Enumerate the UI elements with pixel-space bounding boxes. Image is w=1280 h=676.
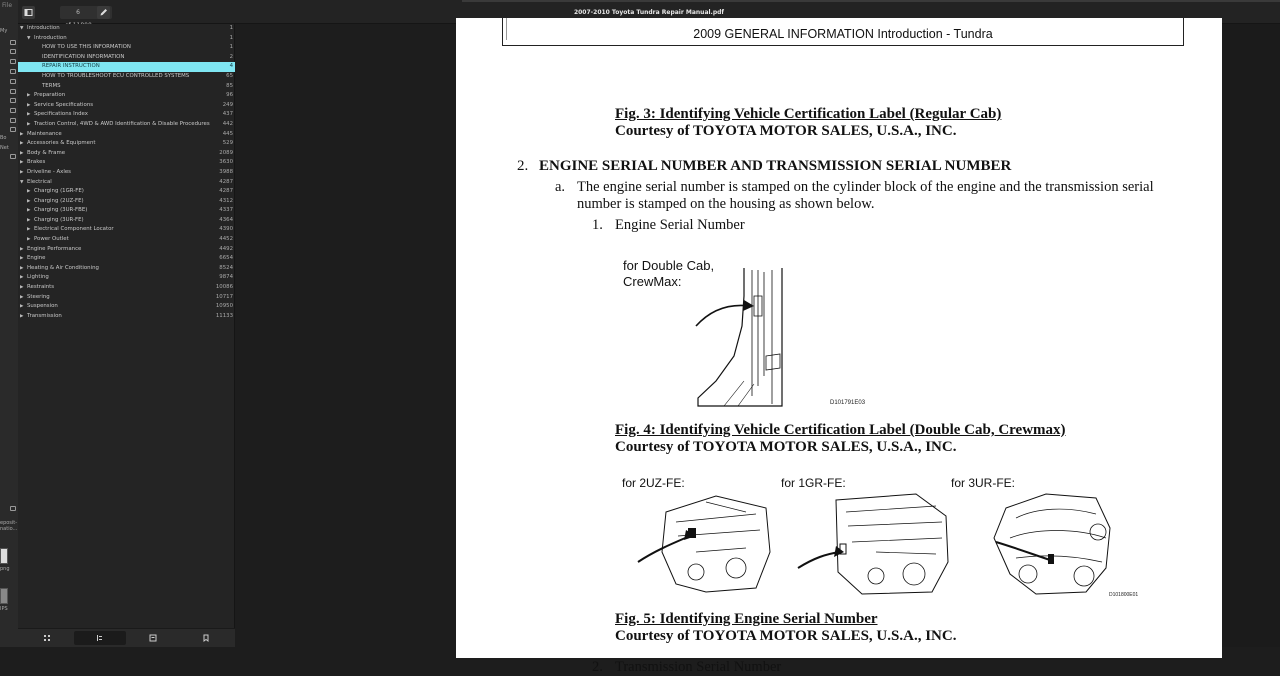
collapsed-chevron-icon[interactable]: ▶ xyxy=(27,208,31,214)
outline-item[interactable] xyxy=(18,72,235,82)
outline-item-page: 1 xyxy=(229,34,233,41)
outline-item-page: 445 xyxy=(222,130,233,137)
outline-item-page: 4287 xyxy=(219,178,233,185)
outline-item-label: Specifications Index xyxy=(34,111,88,118)
outline-item[interactable] xyxy=(18,168,235,178)
engine-1gr-illustration xyxy=(796,492,956,596)
outline-item-page: 2089 xyxy=(219,149,233,156)
collapsed-chevron-icon[interactable]: ▶ xyxy=(20,246,24,252)
fig5-caption xyxy=(615,611,956,645)
outline-item[interactable] xyxy=(18,206,235,216)
outline-item[interactable] xyxy=(18,254,235,264)
collapsed-chevron-icon[interactable]: ▶ xyxy=(27,112,31,118)
item-a-text: The engine serial number is stamped on the cylinder block of the engine and the transmission serial number is stamped on the housing as shown below. xyxy=(577,179,1154,212)
outline-item-label: Service Specifications xyxy=(34,101,94,108)
outline-item[interactable] xyxy=(18,62,235,72)
collapsed-chevron-icon[interactable]: ▶ xyxy=(20,304,24,310)
outline-item-page: 10717 xyxy=(215,293,233,300)
fm-file-label[interactable]: png xyxy=(0,566,10,572)
outline-item[interactable] xyxy=(18,225,235,235)
document-title: 2007-2010 Toyota Tundra Repair Manual.pdf xyxy=(573,9,725,16)
bookmark-icon xyxy=(201,633,211,643)
outline-item-label: Maintenance xyxy=(27,130,62,137)
outline-item[interactable] xyxy=(18,216,235,226)
outline-item-page: 85 xyxy=(226,82,233,89)
collapsed-chevron-icon[interactable]: ▶ xyxy=(20,141,24,147)
outline-item-page: 96 xyxy=(226,92,233,99)
collapsed-chevron-icon[interactable]: ▶ xyxy=(27,93,31,99)
folder-icon[interactable] xyxy=(10,59,16,64)
grid-icon xyxy=(42,633,52,643)
collapsed-chevron-icon[interactable]: ▶ xyxy=(27,237,31,243)
outline-item-page: 442 xyxy=(222,120,233,127)
fig4-caption xyxy=(615,422,1066,456)
outline-item[interactable] xyxy=(18,82,235,92)
outline-item-label: Lighting xyxy=(27,274,49,281)
outline-item-label: HOW TO USE THIS INFORMATION xyxy=(42,44,131,51)
outline-item-page: 3988 xyxy=(219,168,233,175)
file-thumbnail[interactable] xyxy=(0,548,8,564)
sidebar-icon xyxy=(22,6,35,19)
engine-1gr-label: for 1GR-FE: xyxy=(781,476,846,490)
outline-item-page: 3630 xyxy=(219,159,233,166)
collapsed-chevron-icon[interactable]: ▶ xyxy=(20,294,24,300)
outline-item-page: 10950 xyxy=(215,303,233,310)
fm-file-label[interactable]: IPS xyxy=(0,606,8,612)
item1-text: Engine Serial Number xyxy=(615,217,745,233)
expanded-chevron-icon[interactable]: ▼ xyxy=(27,35,31,41)
outline-item-label: Accessories & Equipment xyxy=(27,140,96,147)
outline-item[interactable] xyxy=(18,130,235,140)
collapsed-chevron-icon[interactable]: ▶ xyxy=(27,198,31,204)
fig3-caption xyxy=(615,106,1001,140)
outline-item-page: 4364 xyxy=(219,216,233,223)
collapsed-chevron-icon[interactable]: ▶ xyxy=(27,227,31,233)
collapsed-chevron-icon[interactable]: ▶ xyxy=(20,285,24,291)
outline-item-label: Introduction xyxy=(27,25,60,31)
outline-item-page: 4390 xyxy=(219,226,233,233)
engine-3ur-label: for 3UR-FE: xyxy=(951,476,1016,490)
document-icon[interactable] xyxy=(10,69,16,74)
outline-item[interactable] xyxy=(18,149,235,159)
download-icon[interactable] xyxy=(10,79,16,84)
outline-item-label: Charging (3UR-FBE) xyxy=(34,207,88,214)
outline-item-page: 11133 xyxy=(215,312,233,319)
outline-item[interactable] xyxy=(18,293,235,303)
pencil-icon xyxy=(97,6,110,19)
collapsed-chevron-icon[interactable]: ▶ xyxy=(27,121,31,127)
outline-item[interactable] xyxy=(18,110,235,120)
outline-item[interactable] xyxy=(18,273,235,283)
outline-item-label: Restraints xyxy=(27,284,55,291)
item2-number: 2. xyxy=(592,659,603,675)
collapsed-chevron-icon[interactable]: ▶ xyxy=(20,160,24,166)
annotations-icon xyxy=(148,633,158,643)
sidebar-footer xyxy=(18,628,235,647)
outline-item-label: HOW TO TROUBLESHOOT ECU CONTROLLED SYSTEMS xyxy=(42,72,190,79)
fig5-courtesy: Courtesy of TOYOTA MOTOR SALES, U.S.A., INC. xyxy=(615,628,957,644)
drive-icon[interactable] xyxy=(10,127,16,132)
item2-text: Transmission Serial Number xyxy=(615,659,782,675)
outline-item[interactable] xyxy=(18,139,235,149)
toggle-sidebar-button[interactable] xyxy=(22,6,35,19)
fig4-courtesy: Courtesy of TOYOTA MOTOR SALES, U.S.A., INC. xyxy=(615,439,957,455)
engine-2uz-label: for 2UZ-FE: xyxy=(622,476,685,490)
vehicle-pillar-illustration xyxy=(694,266,790,408)
outline-item[interactable] xyxy=(18,264,235,274)
outline-item[interactable] xyxy=(18,312,235,322)
fig3-courtesy: Courtesy of TOYOTA MOTOR SALES, U.S.A., INC. xyxy=(615,123,957,139)
outline-item-label: TERMS xyxy=(42,82,61,89)
outline-item-page: 8524 xyxy=(219,264,233,271)
fm-place-label[interactable]: Bo xyxy=(0,135,7,141)
outline-item-page: 4492 xyxy=(219,245,233,252)
outline-item[interactable] xyxy=(18,101,235,111)
outline-item-label: Charging (3UR-FE) xyxy=(34,216,84,223)
viewer-scroll-gutter[interactable] xyxy=(1222,24,1280,647)
outline-item[interactable] xyxy=(18,158,235,168)
home-icon[interactable] xyxy=(10,40,16,45)
outline-item[interactable] xyxy=(18,187,235,197)
folder-icon[interactable] xyxy=(10,108,16,113)
collapsed-chevron-icon[interactable]: ▶ xyxy=(20,131,24,137)
item-a-letter: a. xyxy=(555,179,566,195)
expanded-chevron-icon[interactable]: ▼ xyxy=(20,179,24,185)
bookmarks-button[interactable] xyxy=(180,631,232,645)
item1-number: 1. xyxy=(592,217,603,233)
outline-item[interactable] xyxy=(18,178,235,188)
outline-sidebar xyxy=(18,24,235,647)
annotate-button[interactable] xyxy=(97,6,110,19)
outline-item-label: Charging (2UZ-FE) xyxy=(34,197,84,204)
outline-item-page: 65 xyxy=(226,72,233,79)
fm-file-label[interactable]: eposit-natio... xyxy=(0,520,18,532)
outline-item-label: Suspension xyxy=(27,303,58,310)
outline-item[interactable] xyxy=(18,120,235,130)
pdf-page xyxy=(456,18,1222,675)
outline-item[interactable] xyxy=(18,197,235,207)
fm-place-label[interactable]: Net xyxy=(0,145,9,151)
outline-item-label: IDENTIFICATION INFORMATION xyxy=(42,53,125,60)
collapsed-chevron-icon[interactable]: ▶ xyxy=(20,275,24,281)
outline-item[interactable] xyxy=(18,53,235,63)
collapsed-chevron-icon[interactable]: ▶ xyxy=(27,189,31,195)
outline-item-page: 4287 xyxy=(219,188,233,195)
trash-icon[interactable] xyxy=(10,118,16,123)
outline-item-page: 4337 xyxy=(219,207,233,214)
background-file-manager xyxy=(0,0,18,647)
outline-item-label: Electrical xyxy=(27,178,52,185)
outline-item-label: REPAIR INSTRUCTION xyxy=(42,63,100,70)
outline-item-page: 4 xyxy=(229,63,233,70)
outline-item-page: 249 xyxy=(222,101,233,108)
folder-icon[interactable] xyxy=(10,98,16,103)
outline-item[interactable] xyxy=(18,235,235,245)
fig4-image-code: D101791E03 xyxy=(830,400,866,406)
outline-item-label: Engine Performance xyxy=(27,245,82,252)
collapsed-chevron-icon[interactable]: ▶ xyxy=(20,265,24,271)
current-page-input[interactable]: 6 xyxy=(76,9,80,16)
outline-item-label: Transmission xyxy=(27,312,62,319)
outline-item-label: Engine xyxy=(27,255,46,262)
outline-item-page: 6654 xyxy=(219,255,233,262)
outline-item-page: 2 xyxy=(229,53,233,60)
document-viewport[interactable] xyxy=(235,24,1280,675)
fig5-title: Fig. 5: Identifying Engine Serial Number xyxy=(615,611,878,627)
outline-item-label: Charging (1GR-FE) xyxy=(34,188,84,195)
section-number: 2. xyxy=(517,158,529,174)
outline-item-page: 1 xyxy=(229,25,233,31)
outline-item[interactable] xyxy=(18,91,235,101)
outline-item[interactable] xyxy=(18,24,235,34)
outline-item-label: Steering xyxy=(27,293,50,300)
fig4-image-label: for Double Cab, CrewMax: xyxy=(623,258,715,289)
outline-item[interactable] xyxy=(18,283,235,293)
outline-tree xyxy=(18,24,235,321)
collapsed-chevron-icon[interactable]: ▶ xyxy=(20,313,24,319)
outline-item-label: Preparation xyxy=(34,92,66,99)
outline-item-page: 4452 xyxy=(219,236,233,243)
outline-icon xyxy=(95,633,105,643)
section-title: ENGINE SERIAL NUMBER AND TRANSMISSION SERIAL NUMBER xyxy=(539,158,1012,174)
engine-2uz-illustration xyxy=(636,492,776,596)
folder-icon[interactable] xyxy=(10,506,16,511)
outline-item-label: Driveline - Axles xyxy=(27,168,71,175)
thumbnails-button[interactable] xyxy=(21,631,73,645)
outline-item-label: Heating & Air Conditioning xyxy=(27,264,99,271)
file-thumbnail[interactable] xyxy=(0,588,8,604)
outline-item-page: 10086 xyxy=(215,284,233,291)
fig3-title: Fig. 3: Identifying Vehicle Certification Label (Regular Cab) xyxy=(615,106,1002,122)
outline-item[interactable] xyxy=(18,34,235,44)
network-icon[interactable] xyxy=(10,154,16,159)
collapsed-chevron-icon[interactable]: ▶ xyxy=(27,102,31,108)
folder-icon[interactable] xyxy=(10,49,16,54)
outline-item-label: Brakes xyxy=(27,159,46,166)
outline-item-label: Traction Control, 4WD & AWD Identification & Disable Procedures xyxy=(34,120,210,127)
outline-item-label: Introduction xyxy=(34,34,67,41)
outline-item-page: 1 xyxy=(229,44,233,51)
outline-item-page: 9874 xyxy=(219,274,233,281)
expanded-chevron-icon[interactable]: ▼ xyxy=(20,26,24,31)
engine-3ur-illustration xyxy=(986,488,1126,598)
file-menu[interactable]: File xyxy=(2,2,13,9)
collapsed-chevron-icon[interactable]: ▶ xyxy=(20,256,24,262)
outline-item-label: Power Outlet xyxy=(34,236,69,243)
fig4-title: Fig. 4: Identifying Vehicle Certification Label (Double Cab, Crewmax) xyxy=(615,422,1066,438)
collapsed-chevron-icon[interactable]: ▶ xyxy=(20,150,24,156)
outline-item[interactable] xyxy=(18,302,235,312)
fm-place-label[interactable]: My xyxy=(0,28,8,34)
outline-item-page: 4312 xyxy=(219,197,233,204)
collapsed-chevron-icon[interactable]: ▶ xyxy=(20,169,24,175)
folder-icon[interactable] xyxy=(10,89,16,94)
outline-item-page: 437 xyxy=(222,111,233,118)
outline-item-label: Body & Frame xyxy=(27,149,66,156)
outline-item-label: Electrical Component Locator xyxy=(34,226,114,233)
page-header: 2009 GENERAL INFORMATION Introduction - Tundra xyxy=(502,18,1184,46)
outline-item[interactable] xyxy=(18,245,235,255)
outline-item-page: 529 xyxy=(222,140,233,147)
fig5-image-code: D101800E01 xyxy=(1109,592,1139,598)
outline-tab-button[interactable] xyxy=(74,631,126,645)
outline-item[interactable] xyxy=(18,43,235,53)
annotations-button[interactable] xyxy=(127,631,179,645)
collapsed-chevron-icon[interactable]: ▶ xyxy=(27,217,31,223)
